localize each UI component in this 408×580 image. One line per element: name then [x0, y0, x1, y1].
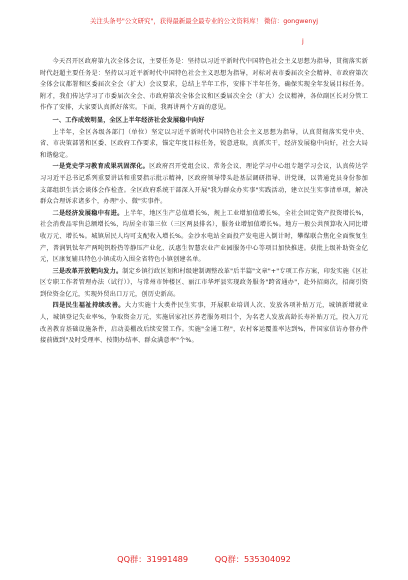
point-lead: 四是民生福祉持续改善。 [52, 302, 125, 310]
paragraph-point-3 [40, 266, 368, 301]
footer-contact [0, 553, 408, 565]
paragraph-point-4 [40, 300, 368, 346]
point-lead: 三是改革开放靶向发力。 [52, 267, 123, 275]
paragraph-intro [40, 56, 368, 114]
banner-line-2: j [302, 37, 304, 45]
paragraph-text: 上半年，全区各级各部门（单位）坚定以习近平新时代中国特色社会主义思想为指导，认真贯彻落实党中央、省、市决策部署和区委、区政府工作要求，锚定年度目标任务，锐意进取，真抓实干，经济发展稳中向好，社会大局和谐稳定。 [40, 128, 368, 159]
paragraph-text: 今天召开区政府第九次全体会议，主要任务是：坚持以习近平新时代中国特色社会主义思想为指导，贯彻落实新时代赶超主要任务是：坚持以习近平新时代中国特色社会主义思想为指导，对标对表市委届次全会精神、市政府第次全体会议都署和区委届次全会（扩大）会议要求，总结上半年工作，安排下半年任务，确保实现全年发展目标任务。附才，我们传达学习了市委届次全会、市政府第次全体会议和区委届次全会（扩大）会议精神，各位副区长对分管工作作了安排，大家要认真抓好落实。下面，我再讲两个方面的意见。 [40, 58, 368, 112]
paragraph-point-1 [40, 161, 368, 207]
footer-qq-2: QQ群：535304092 [214, 554, 291, 564]
paragraph-text: 制定乡镇行政区划和村级建制调整改革"后半篇"文章"+"专项工作方案，印发实施《区社区专职工作者管理办法（试行）》，与常州市钟楼区、丽江市华坪县实现政务服务"跨省通办"，赴外招商次，招商引资到位资金亿元，实现外贸出口万元，创历史新高。 [40, 267, 369, 298]
paragraph-text: 大力实施十大类件民生实事，开展职业培训人次、发放各项补贴万元，城镇新增就业人，城镇登记失业率%，争取资金万元，实施居家社区养老服务项目个，为名老人发放高龄长寿补贴万元，投入万元改善教育基础设施条件，启动姜棚改后续安置工作。实施"金通工程"，农村客运覆盖率达到%，件国家信访办督办件接前做到"及时受理率、按期办结率、群众满意率"个%。 [40, 302, 368, 345]
document-body [40, 56, 368, 347]
paragraph-text: 区政府召开党组会议、常务会议、理论学习中心组专题学习会议，认真传达学习习近平总书记系列重要讲话和重要指示批示精神，区政府领导带头赴基层调研指导、讲党课，以普通党员身份参加支部组织生活会谈体会作检查。全区政府系统干部深入开展"我为群众办实事"实践活动，建立民生实事清单项，解决群众合理诉求诸多个，办理"小、微"实事件。 [40, 163, 368, 206]
header-banner [0, 6, 408, 56]
point-lead: 二是经济发展稳中有进。 [52, 209, 124, 217]
paragraph-point-2 [40, 208, 368, 266]
section-heading [40, 115, 368, 127]
section-heading-text: 一、工作成效明显，全区上半年经济社会发展稳中向好 [52, 116, 205, 124]
paragraph-summary [40, 127, 368, 162]
paragraph-text: 上半年，地区生产总值增长%，规上工业增加值增长%，全社会固定资产投资增长%，社会消费品零售总额增长%，均居全市第三位（三区两县排名），服务业增加值增长%。地方一般公共预算收入同比增收万元、增长%。城镇居民人均可支配收入增长%。金沙水电站全面投产发电进入倒计时，攀煤联合焦化全面恢复生产，普润钒钛年产两吨钒粉热等静压产业化、沃惠生智慧农业产业园服务中心等项目加快推进。获批上级补助资金亿元，区康复辅具特色小镇成功入围全省特色小镇创建名单。 [40, 209, 368, 264]
banner-line-1: 关注头条号"公文研究"，获得最新最全最专业的公文资料库！ 微信：gongwenyj [89, 17, 319, 25]
point-lead: 一是党史学习教育成果巩固深化。 [52, 163, 150, 171]
footer-qq-1: QQ群：31991489 [117, 554, 189, 564]
